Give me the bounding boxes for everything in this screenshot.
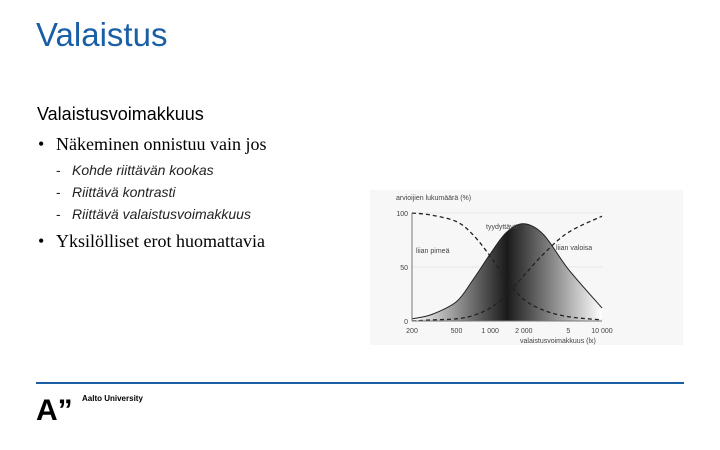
x-tick-label: 500 [450, 328, 463, 335]
bullet-dot: • [38, 134, 45, 154]
x-tick-label: 200 [406, 328, 418, 335]
sub-item-2 [56, 184, 175, 200]
sub-item-1-text: Kohde riittävän kookas [72, 162, 214, 178]
y-tick-label: 50 [400, 265, 408, 272]
sub-item-1 [56, 162, 214, 178]
x-tick-label: 2 000 [515, 328, 533, 335]
lighting-chart [370, 190, 683, 345]
y-tick-label: 100 [396, 211, 408, 218]
bullet-2 [38, 231, 265, 252]
x-tick-label: 10 000 [591, 328, 613, 335]
slide-title: Valaistus [36, 16, 168, 53]
bullet-dot: • [38, 231, 45, 251]
sub-item-2-text: Riittävä kontrasti [72, 184, 176, 200]
dash: - [56, 206, 61, 222]
aalto-logo-text: Aalto University [82, 394, 143, 403]
slide-subtitle: Valaistusvoimakkuus [37, 104, 204, 124]
bullet-2-text: Yksilölliset erot huomattavia [56, 231, 265, 251]
bullet-1 [38, 134, 266, 155]
sub-item-3 [56, 206, 251, 222]
annotation-too-bright: liian valoisa [556, 245, 593, 252]
dash: - [56, 162, 61, 178]
y-tick-label: 0 [404, 319, 408, 326]
x-axis-label: valaistusvoimakkuus (lx) [520, 338, 596, 345]
annotation-satisfactory: tyydyttävä [486, 224, 518, 231]
bullet-1-text: Näkeminen onnistuu vain jos [56, 134, 267, 154]
sub-item-3-text: Riittävä valaistusvoimakkuus [72, 206, 251, 222]
annotation-too-dark: liian pimeä [416, 248, 450, 255]
x-tick-label: 5 [566, 328, 571, 335]
y-axis-label: arvioijien lukumäärä (%) [396, 195, 472, 202]
aalto-logo-mark: A” [36, 394, 73, 426]
footer-divider [36, 382, 684, 384]
dash: - [56, 184, 61, 200]
x-tick-label: 1 000 [481, 328, 499, 335]
